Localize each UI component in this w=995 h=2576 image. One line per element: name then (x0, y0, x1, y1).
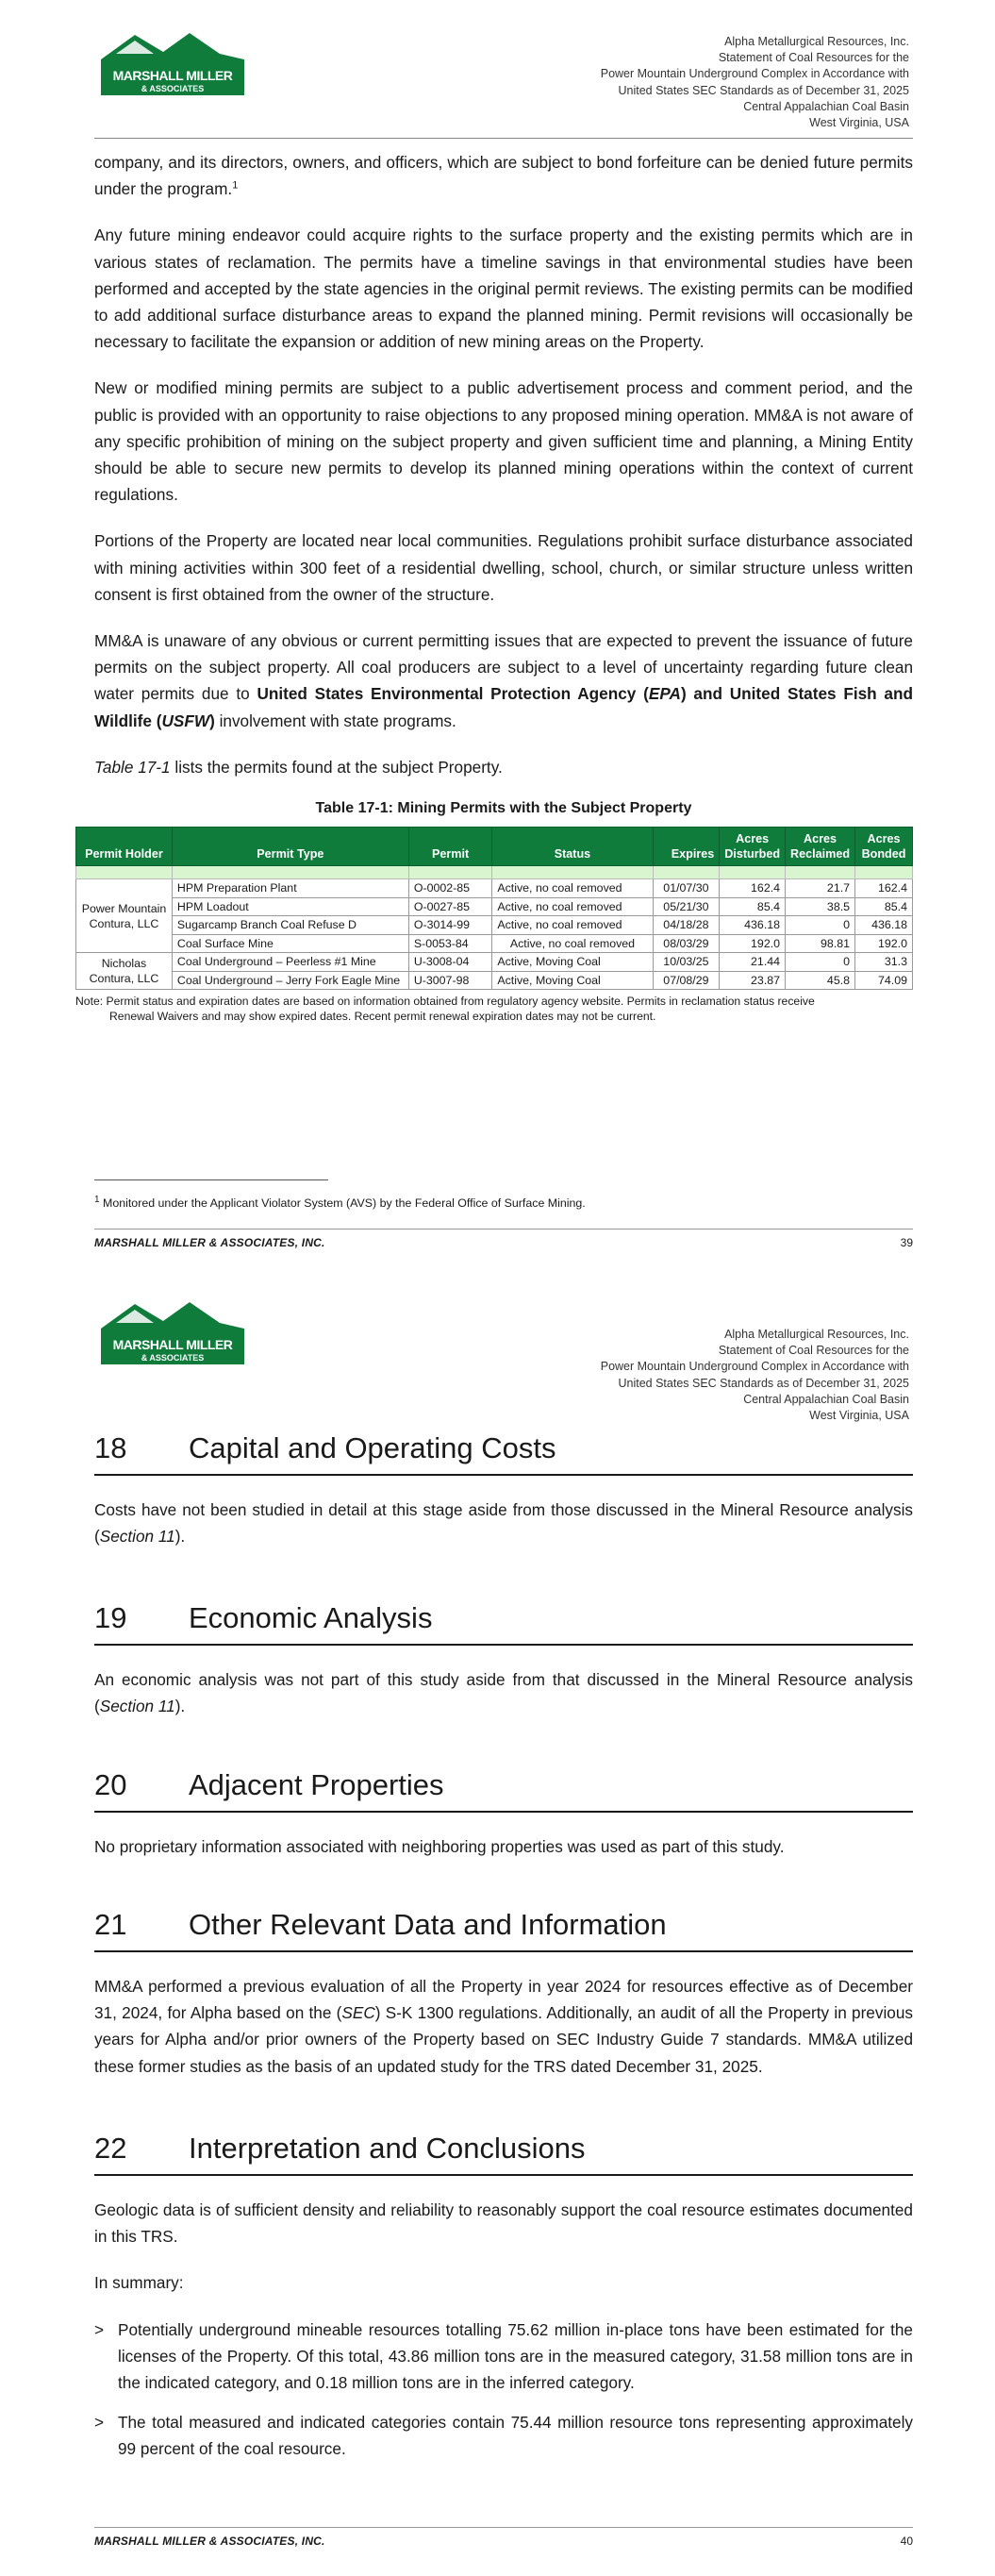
footer-rule (94, 2527, 913, 2528)
column-header: Acres Reclaimed (786, 828, 855, 866)
paragraph: An economic analysis was not part of this study aside from that discussed in the Mineral Resource analysis (Section 11). (94, 1670, 913, 1716)
paragraph: In summary: (94, 2273, 184, 2293)
table-row: Power Mountain Contura, LLC HPM Preparation Plant O-0002-85 Active, no coal removed 01/07/30 162.4 21.7 162.4 (76, 879, 913, 898)
section-19 (94, 1599, 913, 1739)
table-reference[interactable]: Table 17-1 (94, 757, 171, 777)
table-title: Table 17-1: Mining Permits with the Subject Property (315, 800, 692, 817)
list-item: > Potentially underground mineable resources totalling 75.62 million in-place tons have been estimated for the licenses of the Property. Of this total, 43.86 million tons are in the measured category, 31.58 million tons are in the indicated category, and 0.18 million tons are in the inferred category. (94, 2319, 913, 2393)
column-header: Acres Bonded (855, 828, 913, 866)
footer-company: MARSHALL MILLER & ASSOCIATES, INC. (94, 2534, 325, 2548)
report-header: Alpha Metallurgical Resources, Inc. Statement of Coal Resources for the Power Mountain Underground Complex in Accordance with United States SEC Standards as of December 31, 2025 Central Appalachian Coal Basin West Virginia, USA (600, 1328, 909, 1423)
table-row: HPM Loadout O-0027-85 Active, no coal removed 05/21/30 85.4 38.5 85.4 (76, 897, 913, 916)
paragraph: Table 17-1 lists the permits found at the subject Property. (94, 757, 503, 777)
section-20 (94, 1766, 913, 1880)
summary-list (94, 2317, 913, 2463)
report-header: Alpha Metallurgical Resources, Inc. Statement of Coal Resources for the Power Mountain Underground Complex in Accordance with United States SEC Standards as of December 31, 2025 Central Appalachian Coal Basin West Virginia, USA (600, 35, 909, 130)
section-heading: 19 Economic Analysis (94, 1599, 913, 1646)
svg-text:MARSHALL MILLER: MARSHALL MILLER (112, 1337, 233, 1352)
section-heading: 21 Other Relevant Data and Information (94, 1906, 913, 1952)
paragraph: No proprietary information associated with neighboring properties was used as part of this study. (94, 1837, 785, 1856)
svg-text:& ASSOCIATES: & ASSOCIATES (141, 1353, 205, 1363)
header-rule (94, 138, 913, 139)
permit-holder-cell: Nicholas Contura, LLC (76, 953, 173, 990)
svg-text:MARSHALL MILLER: MARSHALL MILLER (112, 68, 233, 83)
footnote-ref[interactable]: 1 (232, 179, 239, 192)
paragraph: MM&A performed a previous evaluation of all the Property in year 2024 for resources effective as of December 31, 2024, for Alpha based on the (SEC) S-K 1300 regulations. Additionally, an audit of all the Property in previous years for Alpha and/or prior owners of the Property based on SEC Industry Guide 7 standards. MM&A utilized these former studies as the basis of an updated study for the TRS dated December 31, 2025. (94, 1977, 913, 2076)
page-footer (94, 2534, 913, 2548)
company-logo (97, 31, 248, 99)
permit-holder-cell: Power Mountain Contura, LLC (76, 879, 173, 953)
page-number: 39 (900, 1236, 913, 1249)
section-heading: 18 Capital and Operating Costs (94, 1430, 913, 1476)
column-header: Expires (653, 828, 720, 866)
page-number: 40 (900, 2534, 913, 2548)
section-21 (94, 1906, 913, 2099)
footnote-rule (94, 1179, 328, 1180)
section-22 (94, 2130, 913, 2476)
company-logo (97, 1300, 248, 1368)
section-reference[interactable]: Section 11 (99, 1527, 175, 1547)
column-header: Permit Holder (76, 828, 173, 866)
paragraph: company, and its directors, owners, and officers, which are subject to bond forfeiture can be denied future permits under the program.$^1$ (94, 153, 913, 199)
paragraph: Portions of the Property are located near local communities. Regulations prohibit surface disturbance associated with mining activities within 300 feet of a residential dwelling, school, church, or similar structure unless written consent is first obtained from the owner of the structure. (94, 531, 913, 604)
list-item: > The total measured and indicated categories contain 75.44 million resource tons representing approximately 99 percent of the coal resource. (94, 2413, 913, 2459)
section-reference[interactable]: Section 11 (99, 1697, 175, 1716)
table-row: Coal Underground – Jerry Fork Eagle Mine U-3007-98 Active, Moving Coal 07/08/29 23.87 45.8 74.09 (76, 971, 913, 990)
column-header: Permit Type (172, 828, 408, 866)
paragraph: New or modified mining permits are subject to a public advertisement process and comment period, and the public is provided with an opportunity to raise objections to any proposed mining operation. MM&A is not aware of any specific prohibition of mining on the subject property and given sufficient time and planning, a Mining Entity should be able to secure new permits to develop its planned mining operations within the context of current regulations. (94, 378, 913, 505)
body-text (75, 149, 913, 1024)
svg-text:& ASSOCIATES: & ASSOCIATES (141, 84, 205, 93)
page-39 (0, 0, 995, 1269)
table-row: Coal Surface Mine S-0053-84 Active, no coal removed 08/03/29 192.0 98.81 192.0 (76, 934, 913, 953)
section-18 (94, 1430, 913, 1569)
column-header: Acres Disturbed (720, 828, 786, 866)
footer-company: MARSHALL MILLER & ASSOCIATES, INC. (94, 1236, 325, 1249)
table-row: Nicholas Contura, LLC Coal Underground – Peerless #1 Mine U-3008-04 Active, Moving Coal 10/03/25 21.44 0 31.3 (76, 953, 913, 972)
table-row: Sugarcamp Branch Coal Refuse D O-3014-99 Active, no coal removed 04/18/28 436.18 0 436.18 (76, 916, 913, 935)
table-note: Note: Permit status and expiration dates are based on information obtained from regulatory agency website. Permits in reclamation status receive Renewal Waivers and may show expired dates. Recent permit renewal expiration dates may not be current. (75, 995, 815, 1024)
section-heading: 20 Adjacent Properties (94, 1766, 913, 1813)
permits-table (75, 827, 913, 990)
section-heading: 22 Interpretation and Conclusions (94, 2130, 913, 2176)
page-footer (94, 1236, 913, 1249)
paragraph: Any future mining endeavor could acquire rights to the surface property and the existing permits which are in various states of reclamation. The permits have a timeline savings in that environmental studies have been performed and accepted by the state agencies in the original permit reviews. The existing permits can be modified to add additional surface disturbance areas to expand the planned mining. Permit revisions will occasionally be necessary to facilitate the expansion or addition of new mining areas on the Property. (94, 226, 913, 352)
page-40 (0, 1274, 995, 2576)
footnote: $^1$ Monitored under the Applicant Violator System (AVS) by the Federal Office of Surface Mining. (94, 1195, 586, 1211)
table-spacer-row (76, 866, 913, 879)
column-header: Permit (408, 828, 492, 866)
paragraph: MM&A is unaware of any obvious or current permitting issues that are expected to prevent the issuance of future permits on the subject property. All coal producers are subject to a level of uncertainty regarding future clean water permits due to United States Environmental Protection Agency (EPA) and United States Fish and Wildlife (USFW) involvement with state programs. (94, 631, 913, 730)
column-header: Status (492, 828, 653, 866)
paragraph: Costs have not been studied in detail at this stage aside from those discussed in the Mineral Resource analysis (Section 11). (94, 1500, 913, 1547)
paragraph: Geologic data is of sufficient density and reliability to reasonably support the coal resource estimates documented in this TRS. (94, 2200, 913, 2247)
